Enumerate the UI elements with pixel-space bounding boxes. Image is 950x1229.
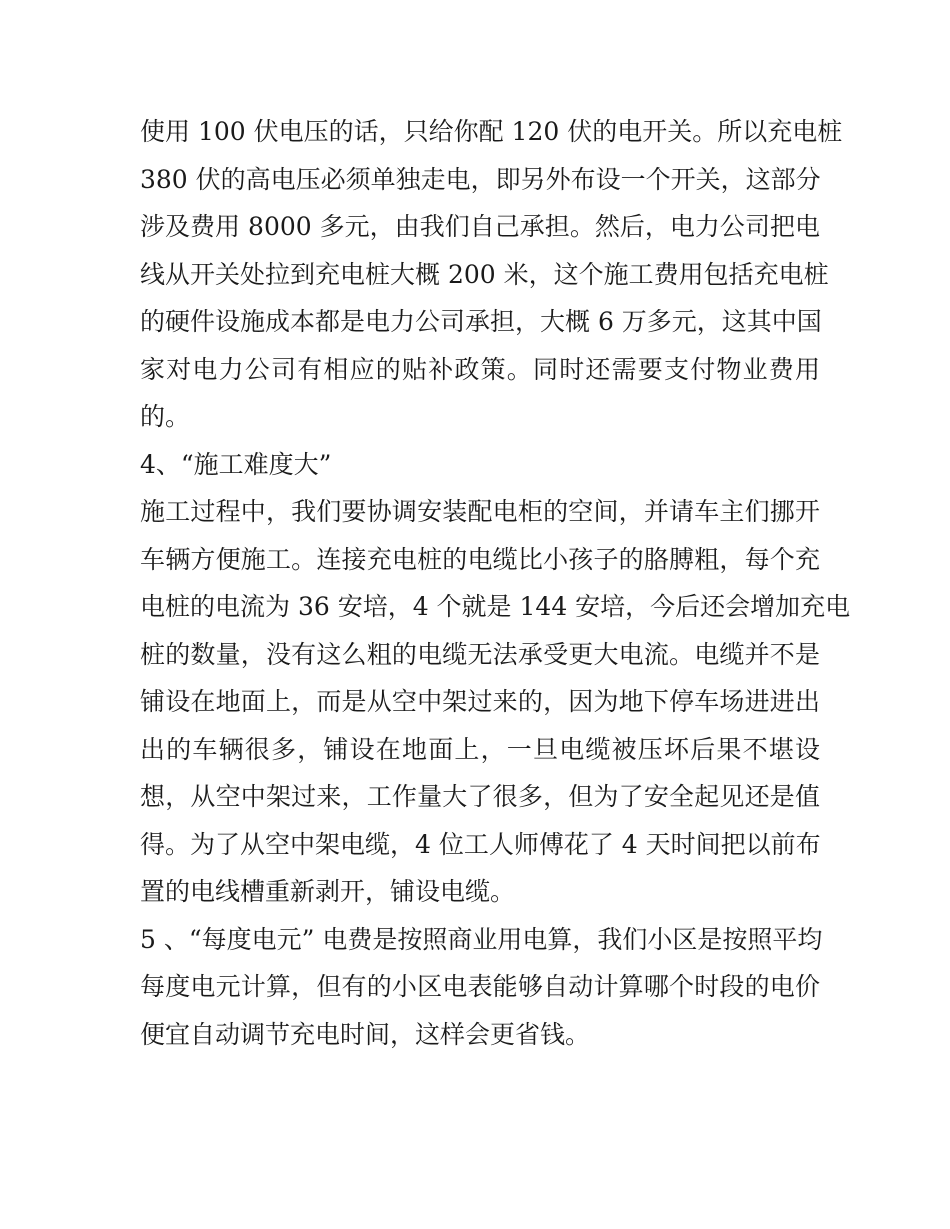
text-line: 涉及费用 8000 多元，由我们自己承担。然后，电力公司把电 bbox=[140, 212, 820, 241]
text-line: 家对电力公司有相应的贴补政策。同时还需要支付物业费用 bbox=[140, 354, 820, 384]
text-line: 置的电线槽重新剥开，铺设电缆。 bbox=[140, 877, 516, 906]
text-line: 桩的数量，没有这么粗的电缆无法承受更大电流。电缆并不是 bbox=[140, 639, 820, 669]
text-line: 想，从空中架过来，工作量大了很多，但为了安全起见还是值 bbox=[140, 782, 820, 811]
text-line: 车辆方便施工。连接充电桩的电缆比小孩子的胳膊粗，每个充 bbox=[140, 544, 820, 574]
text-line: 的。 bbox=[140, 402, 191, 431]
text-line: 电桩的电流为 36 安培，4 个就是 144 安培，今后还会增加充电 bbox=[140, 592, 851, 621]
text-line: 线从开关处拉到充电桩大概 200 米，这个施工费用包括充电桩 bbox=[140, 259, 829, 289]
document-body bbox=[140, 108, 851, 1058]
text-line: 每度电元计算，但有的小区电表能够自动计算哪个时段的电价 bbox=[140, 972, 820, 1001]
section-heading: 4、“施工难度大” bbox=[140, 449, 332, 479]
text-line: 施工过程中，我们要协调安装配电柜的空间，并请车主们挪开 bbox=[140, 497, 820, 526]
text-line: 出的车辆很多，铺设在地面上，一旦电缆被压坏后果不堪设 bbox=[140, 734, 820, 764]
text-line: 的硬件设施成本都是电力公司承担，大概 6 万多元，这其中国 bbox=[140, 307, 822, 336]
text-line: 铺设在地面上，而是从空中架过来的，因为地下停车场进进出 bbox=[140, 687, 820, 716]
text-line: 便宜自动调节充电时间，这样会更省钱。 bbox=[140, 1019, 591, 1049]
section-heading-with-text: 5 、“每度电元” 电费是按照商业用电算，我们小区是按照平均 bbox=[140, 924, 823, 954]
text-line: 使用 100 伏电压的话，只给你配 120 伏的电开关。所以充电桩 bbox=[140, 117, 843, 146]
text-line: 380 伏的高电压必须单独走电，即另外布设一个开关，这部分 bbox=[140, 164, 821, 194]
text-line: 得。为了从空中架电缆，4 位工人师傅花了 4 天时间把以前布 bbox=[140, 829, 821, 859]
